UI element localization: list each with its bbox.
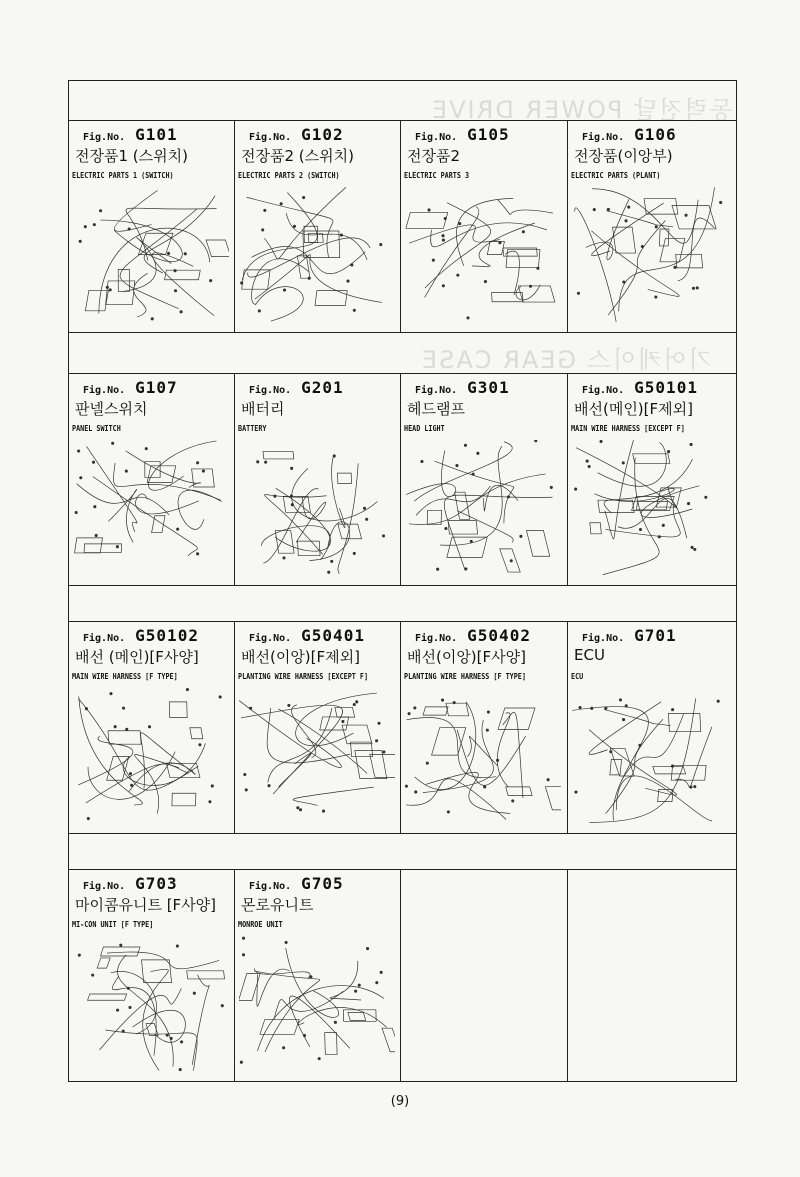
- figure-cell: [568, 621, 737, 834]
- wire-harness-diagram: [73, 688, 229, 830]
- figure-number: [249, 125, 344, 144]
- figure-code: G50101: [634, 378, 698, 397]
- figure-number-prefix: Fig.No.: [582, 132, 625, 143]
- figure-number-prefix: Fig.No.: [582, 385, 625, 396]
- figure-cell: [401, 373, 568, 586]
- figure-number-prefix: Fig.No.: [249, 633, 292, 644]
- figure-cell: [235, 373, 401, 586]
- planting-harness-diagram: [405, 688, 561, 830]
- figure-title-korean: 몬로유니트: [241, 896, 314, 914]
- ghost-heading-gear-case: 기어케이스 GEAR CASE: [420, 346, 712, 374]
- figure-number: [415, 626, 531, 645]
- figure-title-english: MONROE UNIT: [238, 920, 283, 929]
- switch-parts-diagram: [73, 187, 229, 329]
- figure-code: G50402: [467, 626, 531, 645]
- empty-cell: [568, 869, 737, 1082]
- figure-number-prefix: Fig.No.: [249, 881, 292, 892]
- figure-title-korean: 마이콤유니트 [F사양]: [75, 896, 217, 914]
- figure-title-korean: 헤드램프: [407, 400, 465, 418]
- monroe-unit-diagram: [239, 936, 395, 1078]
- micon-unit-diagram: [73, 936, 229, 1078]
- figure-number-prefix: Fig.No.: [415, 385, 458, 396]
- figure-title-korean: 판넬스위치: [75, 400, 148, 418]
- empty-cell: [401, 869, 568, 1082]
- figure-title-korean: 전장품(이앙부): [574, 147, 673, 165]
- figure-number: [83, 626, 199, 645]
- figure-title-korean: ECU: [574, 646, 605, 664]
- figure-number-prefix: Fig.No.: [83, 633, 126, 644]
- figure-number-prefix: Fig.No.: [582, 633, 625, 644]
- figure-title-korean: 전장품2: [407, 147, 461, 165]
- figure-title-korean: 배선 (메인)[F사양]: [75, 648, 199, 666]
- battery-diagram: [239, 440, 395, 582]
- figure-number-prefix: Fig.No.: [83, 881, 126, 892]
- figure-code: G50102: [135, 626, 199, 645]
- panel-switch-diagram: [73, 440, 229, 582]
- figure-title-english: MI-CON UNIT [F TYPE]: [72, 920, 154, 929]
- figure-number: [249, 626, 365, 645]
- figure-number-prefix: Fig.No.: [249, 132, 292, 143]
- figure-cell: [568, 373, 737, 586]
- figure-cell: [401, 120, 568, 333]
- figure-cell: [68, 869, 235, 1082]
- figure-number-prefix: Fig.No.: [83, 385, 126, 396]
- figure-number-prefix: Fig.No.: [83, 132, 126, 143]
- head-light-diagram: [405, 440, 561, 582]
- figure-title-english: MAIN WIRE HARNESS [F TYPE]: [72, 672, 178, 681]
- switch-parts-diagram: [239, 187, 395, 329]
- figure-number: [582, 378, 698, 397]
- planting-harness-diagram: [239, 688, 395, 830]
- figure-code: G50401: [301, 626, 365, 645]
- figure-code: G705: [301, 874, 344, 893]
- figure-number: [415, 125, 510, 144]
- ghost-heading-power-drive: 동력전달 POWER DRIVE: [430, 96, 733, 124]
- figure-title-english: ECU: [571, 672, 584, 681]
- wire-harness-diagram: [572, 440, 728, 582]
- figure-number-prefix: Fig.No.: [249, 385, 292, 396]
- figure-code: G102: [301, 125, 344, 144]
- figure-code: G106: [634, 125, 677, 144]
- figure-code: G703: [135, 874, 178, 893]
- figure-cell: [235, 120, 401, 333]
- figure-cell: [68, 373, 235, 586]
- figure-title-english: HEAD LIGHT: [404, 424, 445, 433]
- figure-number: [83, 378, 178, 397]
- figure-cell: [235, 621, 401, 834]
- figure-cell: [68, 120, 235, 333]
- figure-title-english: BATTERY: [238, 424, 267, 433]
- plant-electric-diagram: [572, 187, 728, 329]
- figure-title-english: MAIN WIRE HARNESS [EXCEPT F]: [571, 424, 685, 433]
- figure-cell: [401, 621, 568, 834]
- figure-number: [582, 626, 677, 645]
- figure-number: [249, 874, 344, 893]
- figure-number: [83, 125, 178, 144]
- figure-code: G701: [634, 626, 677, 645]
- figure-title-korean: 배선(메인)[F제외]: [574, 400, 693, 418]
- figure-cell: [568, 120, 737, 333]
- electric-parts-diagram: [405, 187, 561, 329]
- figure-title-english: PLANTING WIRE HARNESS [EXCEPT F]: [238, 672, 369, 681]
- figure-title-korean: 전장품2 (스위치): [241, 147, 354, 165]
- figure-title-korean: 배터리: [241, 400, 285, 418]
- figure-number-prefix: Fig.No.: [415, 633, 458, 644]
- figure-number: [582, 125, 677, 144]
- figure-title-korean: 배선(이앙)[F제외]: [241, 648, 360, 666]
- figure-code: G201: [301, 378, 344, 397]
- figure-title-english: ELECTRIC PARTS 1 (SWITCH): [72, 171, 174, 180]
- figure-number: [415, 378, 510, 397]
- figure-title-english: ELECTRIC PARTS 2 (SWITCH): [238, 171, 340, 180]
- figure-number-prefix: Fig.No.: [415, 132, 458, 143]
- figure-title-english: ELECTRIC PARTS 3: [404, 171, 470, 180]
- figure-title-korean: 전장품1 (스위치): [75, 147, 188, 165]
- figure-cell: [68, 621, 235, 834]
- figure-number: [83, 874, 178, 893]
- figure-cell: [235, 869, 401, 1082]
- page-number: (9): [390, 1094, 410, 1109]
- figure-number: [249, 378, 344, 397]
- figure-title-korean: 배선(이앙)[F사양]: [407, 648, 526, 666]
- figure-code: G301: [467, 378, 510, 397]
- figure-title-english: PANEL SWITCH: [72, 424, 121, 433]
- figure-code: G101: [135, 125, 178, 144]
- figure-title-english: ELECTRIC PARTS (PLANT): [571, 171, 661, 180]
- figure-title-english: PLANTING WIRE HARNESS [F TYPE]: [404, 672, 526, 681]
- ecu-diagram: [572, 688, 728, 830]
- figure-code: G107: [135, 378, 178, 397]
- figure-code: G105: [467, 125, 510, 144]
